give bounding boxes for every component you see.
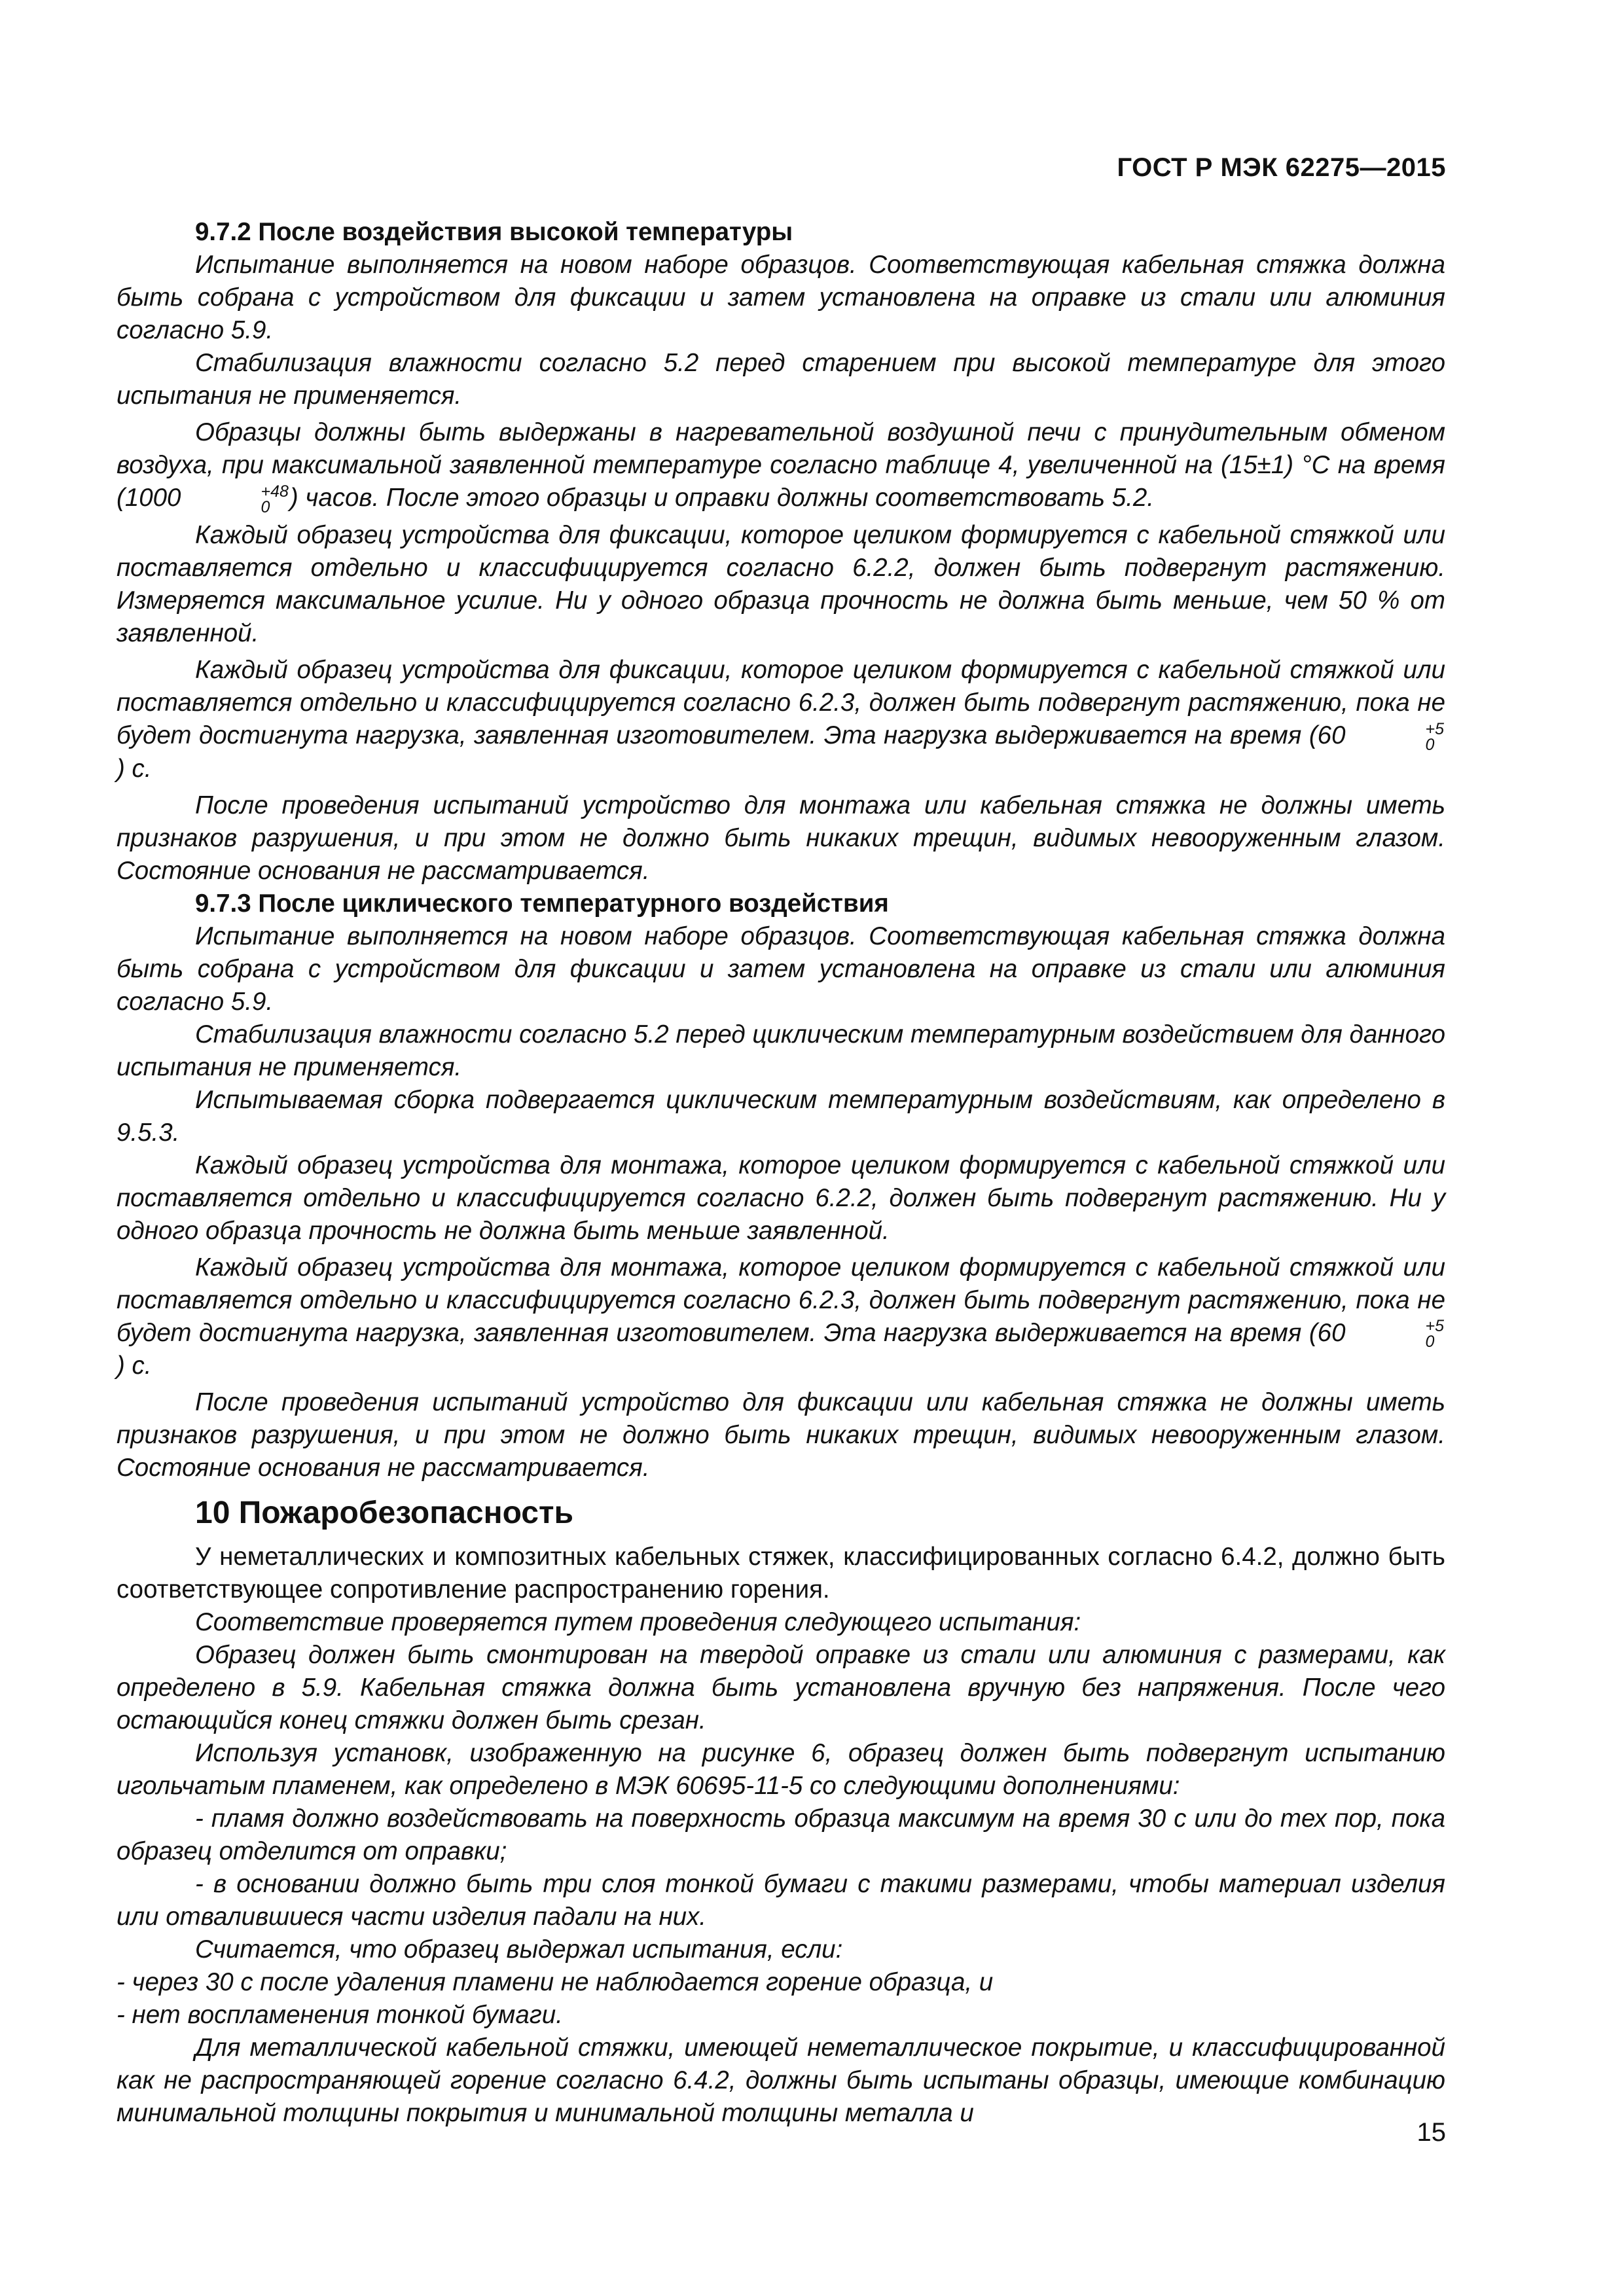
paragraph: У неметаллических и композитных кабельных стяжек, классифицированных согласно 6.4.2, должно быть соответствующее сопротивление распространению горения. xyxy=(117,1543,1445,1604)
paragraph: Стабилизация влажности согласно 5.2 перед циклическим температурным воздействием для данного испытания не применяется. xyxy=(117,1020,1445,1081)
tolerance-upper: +5 xyxy=(1425,1317,1444,1336)
paragraph: Каждый образец устройства для фиксации, которое целиком формируется с кабельной стяжкой или поставляется отдельно и классифицируется согласно 6.2.2, должен быть подвергнут растяжению. Измеряется максимальное усилие. Ни у одного образца прочность не должна быть меньше, чем 50 % от заявленной. xyxy=(117,520,1445,647)
list-item: - в основании должно быть три слоя тонкой бумаги с такими размерами, чтобы материал изделия или отвалившиеся части изделия падали на них. xyxy=(117,1870,1445,1931)
paragraph: Для металлической кабельной стяжки, имеющей неметаллическое покрытие, и классифицированной как не распространяющей горение согласно 6.4.2, должны быть испытаны образцы, имеющие комбинацию минимальной толщины покрытия и минимальной толщины металла и xyxy=(117,2034,1445,2128)
tolerance-lower: 0 xyxy=(1425,735,1435,754)
paragraph: После проведения испытаний устройство для монтажа или кабельная стяжка не должны иметь признаков разрушения, и при этом не должно быть никаких трещин, видимых невооруженным глазом. Состояние основания не рассматривается. xyxy=(117,791,1445,885)
list-item: - нет воспламенения тонкой бумаги. xyxy=(117,2001,563,2030)
tolerance-notation xyxy=(182,484,288,515)
subsection-heading-9-7-3: 9.7.3 После циклического температурного воздействия xyxy=(195,889,889,918)
paragraph-text: ) с. xyxy=(117,1352,152,1380)
paragraph: Используя установк, изображенную на рисунке 6, образец должен быть подвергнут испытанию игольчатым пламенем, как определено в МЭК 60695-11-5 со следующими дополнениями: xyxy=(117,1739,1445,1801)
paragraph-with-tolerance xyxy=(117,654,1445,785)
tolerance-notation xyxy=(1346,721,1444,753)
paragraph: После проведения испытаний устройство для фиксации или кабельная стяжка не должны иметь признаков разрушения, и при этом не должно быть никаких трещин, видимых невооруженным глазом. Состояние основания не рассматривается. xyxy=(117,1388,1445,1482)
tolerance-upper: +5 xyxy=(1425,719,1444,738)
page-number: 15 xyxy=(1416,2118,1446,2147)
paragraph: Испытание выполняется на новом наборе образцов. Соответствующая кабельная стяжка должна быть собрана с устройством для фиксации и затем установлена на оправке из стали или алюминия согласно 5.9. xyxy=(117,251,1445,344)
list-item: - через 30 с после удаления пламени не наблюдается горение образца, и xyxy=(117,1968,994,1997)
paragraph-text: Образцы должны быть выдержаны в нагревательной воздушной печи с принудительным обменом воздуха, при максимальной заявленной температуре согласно таблице 4, увеличенной на (15±1) °С на время (1000 xyxy=(117,418,1445,512)
tolerance-lower: 0 xyxy=(1425,1333,1435,1352)
paragraph-text: Каждый образец устройства для монтажа, которое целиком формируется с кабельной стяжкой или поставляется отдельно и классифицируется согласно 6.2.3, должен быть подвергнут растяжению, пока не будет достигнута нагрузка, заявленная изготовителем. Эта нагрузка выдерживается на время (60 xyxy=(117,1253,1445,1347)
paragraph: Испытываемая сборка подвергается циклическим температурным воздействиям, как определено в 9.5.3. xyxy=(117,1085,1445,1147)
document-body xyxy=(117,216,1445,2130)
paragraph-text: ) с. xyxy=(117,754,152,783)
tolerance-notation xyxy=(1346,1318,1444,1350)
tolerance-lower: 0 xyxy=(261,497,270,516)
document-id-header: ГОСТ Р МЭК 62275—2015 xyxy=(1117,153,1446,182)
paragraph: Образец должен быть смонтирован на твердой оправке из стали или алюминия с размерами, как определено в 5.9. Кабельная стяжка должна быть установлена вручную без напряжения. После чего остающийся конец стяжки должен быть срезан. xyxy=(117,1641,1445,1735)
paragraph: Считается, что образец выдержал испытания, если: xyxy=(195,1935,843,1964)
paragraph: Каждый образец устройства для монтажа, которое целиком формируется с кабельной стяжкой или поставляется отдельно и классифицируется согласно 6.2.2, должен быть подвергнут растяжению. Ни у одного образца прочность не должна быть меньше заявленной. xyxy=(117,1151,1445,1245)
section-heading-10: 10 Пожаробезопасность xyxy=(195,1496,573,1531)
subsection-heading-9-7-2: 9.7.2 После воздействия высокой температуры xyxy=(195,218,793,246)
tolerance-upper: +48 xyxy=(261,482,289,501)
paragraph-text: Каждый образец устройства для фиксации, которое целиком формируется с кабельной стяжкой или поставляется отдельно и классифицируется согласно 6.2.3, должен быть подвергнут растяжению, пока не будет достигнута нагрузка, заявленная изготовителем. Эта нагрузка выдерживается на время (60 xyxy=(117,655,1445,749)
paragraph: Испытание выполняется на новом наборе образцов. Соответствующая кабельная стяжка должна быть собрана с устройством для фиксации и затем установлена на оправке из стали или алюминия согласно 5.9. xyxy=(117,922,1445,1016)
paragraph: Соответствие проверяется путем проведения следующего испытания: xyxy=(195,1608,1081,1637)
paragraph-with-tolerance xyxy=(117,416,1445,515)
paragraph: Стабилизация влажности согласно 5.2 перед старением при высокой температуре для этого испытания не применяется. xyxy=(117,349,1445,410)
paragraph-text: ) часов. После этого образцы и оправки должны соответствовать 5.2. xyxy=(289,484,1154,512)
paragraph-with-tolerance xyxy=(117,1251,1445,1383)
list-item: - пламя должно воздействовать на поверхность образца максимум на время 30 с или до тех пор, пока образец отделится от оправки; xyxy=(117,1804,1445,1866)
